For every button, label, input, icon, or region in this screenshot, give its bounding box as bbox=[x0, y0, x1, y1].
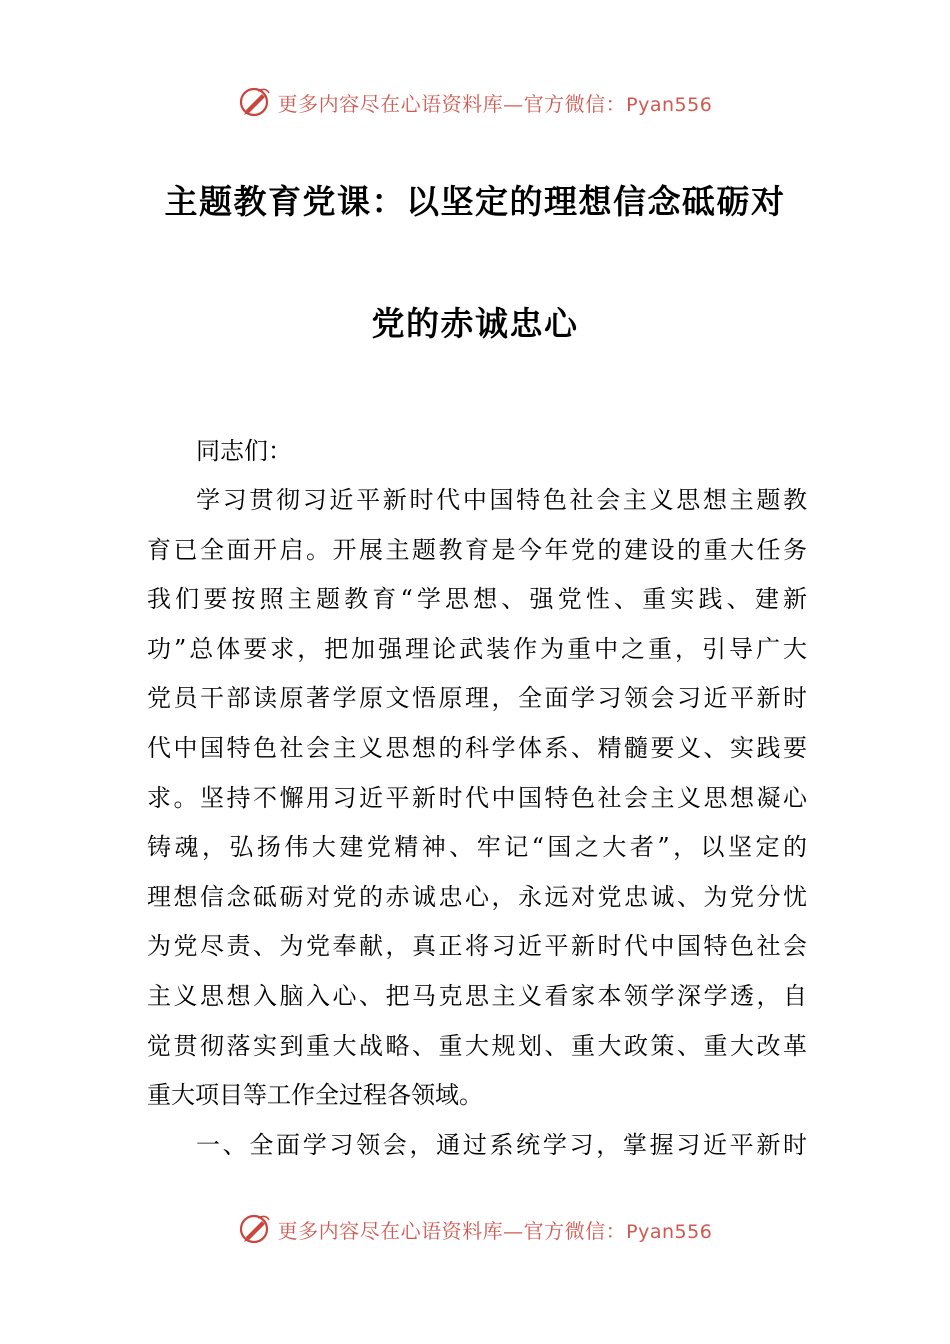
paragraph-2 bbox=[147, 1121, 807, 1171]
paragraph-line: 重大项目等工作全过程各领域。 bbox=[147, 1081, 483, 1110]
pen-logo-icon bbox=[238, 85, 272, 119]
pen-logo-icon bbox=[238, 1212, 272, 1246]
banner-text: 更多内容尽在心语资料库—官方微信：Pyan556 bbox=[277, 1218, 713, 1243]
paragraph-line: 觉贯彻落实到重大战略、重大规划、重大政策、重大改革 bbox=[147, 1031, 807, 1060]
paragraph-line: 育已全面开启。开展主题教育是今年党的建设的重大任务 bbox=[147, 535, 807, 564]
paragraph-line: 理想信念砥砺对党的赤诚忠心，永远对党忠诚、为党分忧 bbox=[147, 882, 807, 911]
footer-banner bbox=[0, 1209, 950, 1249]
paragraph-line: 代中国特色社会主义思想的科学体系、精髓要义、实践要 bbox=[147, 733, 807, 762]
paragraph-line: 学习贯彻习近平新时代中国特色社会主义思想主题教 bbox=[196, 486, 807, 514]
banner-text: 更多内容尽在心语资料库—官方微信：Pyan556 bbox=[277, 91, 713, 116]
header-banner bbox=[0, 82, 950, 122]
paragraph-1 bbox=[147, 476, 807, 1121]
paragraph-line: 铸魂，弘扬伟大建党精神、牢记“国之大者”，以坚定的 bbox=[147, 833, 807, 862]
wechat-id: Pyan556 bbox=[626, 93, 713, 116]
document-title-line-1: 主题教育党课：以坚定的理想信念砥砺对 bbox=[164, 182, 786, 221]
paragraph-line: 主义思想入脑入心、把马克思主义看家本领学深学透，自 bbox=[147, 981, 807, 1010]
wechat-id: Pyan556 bbox=[626, 1220, 713, 1243]
paragraph-line: 党员干部读原著学原文悟原理，全面学习领会习近平新时 bbox=[147, 684, 807, 713]
document-title-line-2: 党的赤诚忠心 bbox=[371, 304, 579, 343]
greeting: 同志们： bbox=[196, 437, 292, 465]
paragraph-line: 功”总体要求，把加强理论武装作为重中之重，引导广大 bbox=[147, 634, 807, 663]
paragraph-line: 我们要按照主题教育“学思想、强党性、重实践、建新 bbox=[147, 585, 807, 614]
paragraph-line: 求。坚持不懈用习近平新时代中国特色社会主义思想凝心 bbox=[147, 783, 807, 812]
paragraph-line: 一、全面学习领会，通过系统学习，掌握习近平新时 bbox=[196, 1131, 807, 1159]
paragraph-line: 为党尽责、为党奉献，真正将习近平新时代中国特色社会 bbox=[147, 932, 807, 961]
